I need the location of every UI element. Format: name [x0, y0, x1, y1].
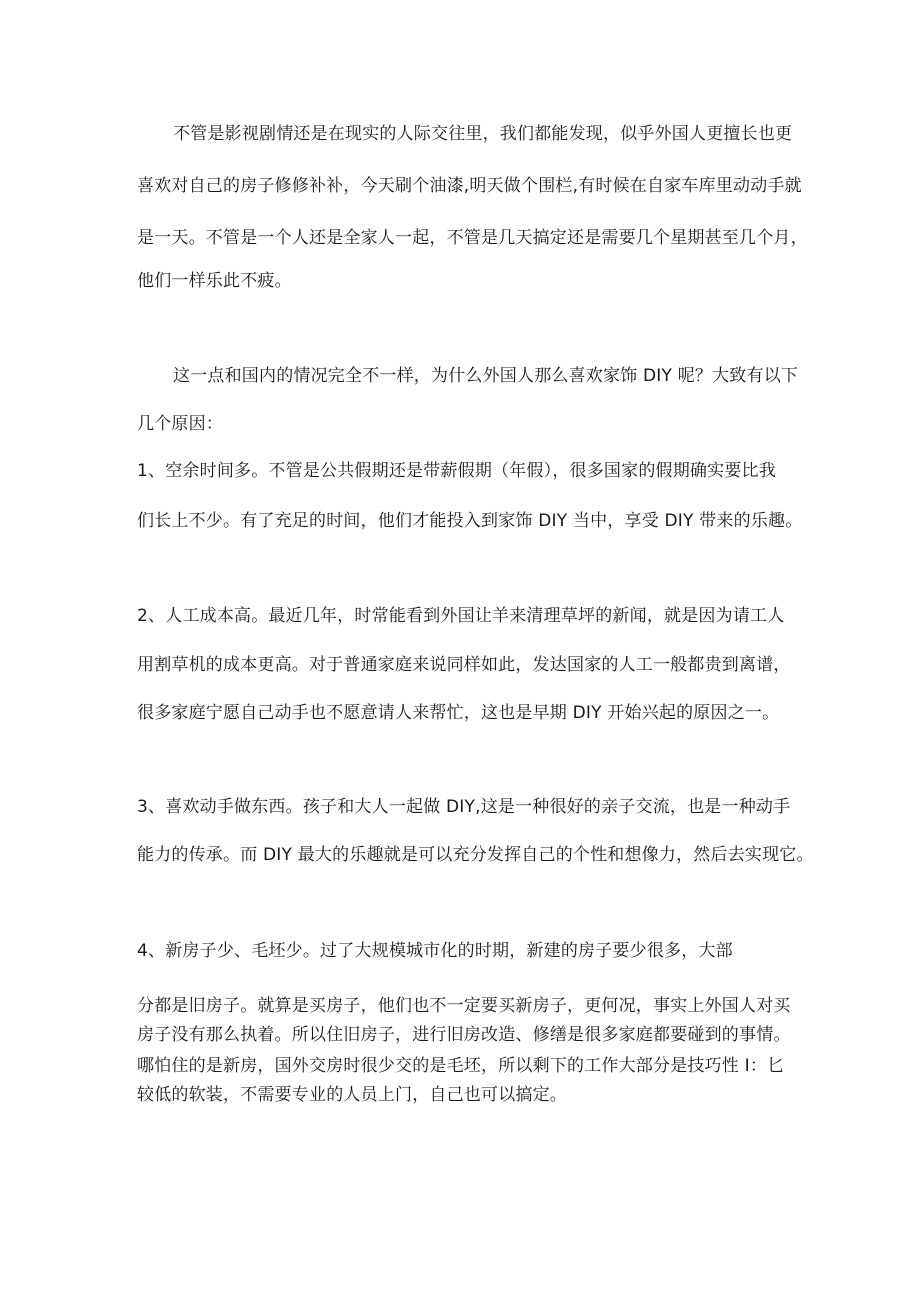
- reason-1-line-2: 们长上不少。有了充足的时间，他们才能投入到家饰 DIY 当中，享受 DIY 带来的乐趣。: [137, 511, 803, 531]
- paragraph-1-line-2: 喜欢对自己的房子修修补补，今天刷个油漆,明天做个围栏,有时候在自家车库里动动手就: [137, 176, 802, 196]
- paragraph-2-line-2: 几个原因：: [137, 414, 223, 434]
- reason-4-line-5: 较低的软装，不需要专业的人员上门，自己也可以搞定。: [137, 1085, 567, 1105]
- reason-4-line-2: 分都是旧房子。就算是买房子，他们也不一定要买新房子，更何况，事实上外国人对买: [137, 996, 791, 1016]
- reason-4-line-4: 哪怕住的是新房，国外交房时很少交的是毛坯，所以剩下的工作大部分是技巧性 I：匕: [137, 1056, 785, 1076]
- reason-1-line-1: 1、空余时间多。不管是公共假期还是带薪假期（年假），很多国家的假期确实要比我: [137, 461, 776, 481]
- reason-4-line-3: 房子没有那么执着。所以住旧房子，进行旧房改造、修缮是很多家庭都要碰到的事情。: [137, 1025, 791, 1045]
- paragraph-1-line-3: 是一天。不管是一个人还是全家人一起，不管是几天搞定还是需要几个星期甚至几个月，: [137, 228, 808, 248]
- reason-4-line-1: 4、新房子少、毛坯少。过了大规模城市化的时期，新建的房子要少很多，大部: [137, 941, 733, 961]
- paragraph-1-line-4: 他们一样乐此不疲。: [137, 271, 292, 291]
- reason-2-line-1: 2、人工成本高。最近几年，时常能看到外国让羊来清理草坪的新闻，就是因为请工人: [137, 606, 785, 626]
- reason-2-line-3: 很多家庭宁愿自己动手也不愿意请人来帮忙，这也是早期 DIY 开始兴起的原因之一。: [137, 703, 780, 723]
- reason-2-line-2: 用割草机的成本更高。对于普通家庭来说同样如此，发达国家的人工一般都贵到离谱，: [137, 655, 791, 675]
- paragraph-2-line-1: 这一点和国内的情况完全不一样，为什么外国人那么喜欢家饰 DIY 呢？大致有以下: [173, 366, 799, 386]
- reason-3-line-2: 能力的传承。而 DIY 最大的乐趣就是可以充分发挥自己的个性和想像力，然后去实现它。: [137, 845, 814, 865]
- paragraph-1-line-1: 不管是影视剧情还是在现实的人际交往里，我们都能发现，似乎外国人更擅长也更: [173, 124, 793, 144]
- reason-3-line-1: 3、喜欢动手做东西。孩子和大人一起做 DIY,这是一种很好的亲子交流，也是一种动手: [137, 797, 791, 817]
